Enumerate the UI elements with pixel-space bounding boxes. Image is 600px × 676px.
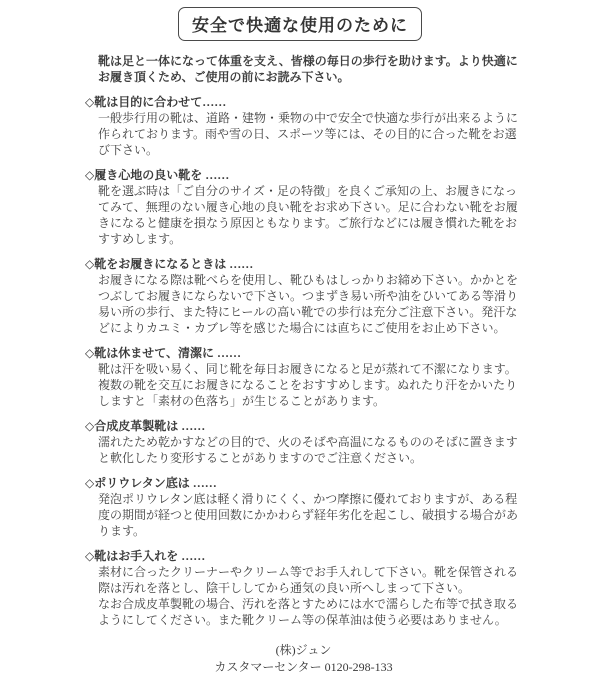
section-body-paragraph: 一般歩行用の靴は、道路・建物・乗物の中で安全で快適な歩行が出来るように作られております。雨や雪の日、スポーツ等には、その目的に合った靴をお選び下さい。 xyxy=(98,111,519,157)
section-body-paragraph: 発泡ポリウレタン底は軽く滑りにくく、かつ摩擦に優れておりますが、ある程度の期間が経つと使用回数にかかわらず経年劣化を起こし、破損する場合があります。 xyxy=(98,492,519,538)
intro-paragraph: 靴は足と一体になって体重を支え、皆様の毎日の歩行を助けます。より快適にお履き頂くため、ご使用の前にお読み下さい。 xyxy=(98,54,518,84)
section-body-paragraph: お履きになる際は靴べらを使用し、靴ひもはしっかりお締め下さい。かかとをつぶしてお履きにならないで下さい。つまずき易い所や油をひいてある等滑り易い所の歩行、また特にヒールの高い靴での歩行は充分ご注意下さい。発汗などによりカユミ・カブレ等を感じた場合には直ちにご使用をお止め下さい。 xyxy=(98,273,519,335)
section-heading: ◇ポリウレタン底は …… xyxy=(85,476,217,490)
section-polyurethane-sole xyxy=(85,475,522,539)
section-heading: ◇合成皮革製靴は …… xyxy=(85,419,206,433)
section-heading: ◇靴をお履きになるときは …… xyxy=(85,257,254,271)
section-purpose xyxy=(85,94,522,158)
section-wearing xyxy=(85,256,522,336)
document-body xyxy=(0,53,600,676)
section-heading: ◇靴は休ませて、清潔に …… xyxy=(85,346,241,360)
footer xyxy=(85,642,522,676)
section-body-paragraph: なお合成皮革製靴の場合、汚れを落とすためには水で濡らした布等で拭き取るようにしてください。また靴クリーム等の保革油は使う必要はありません。 xyxy=(98,597,519,627)
section-heading: ◇履き心地の良い靴を …… xyxy=(85,168,230,182)
title-area xyxy=(0,7,600,41)
section-body-paragraph: 素材に合ったクリーナーやクリーム等でお手入れして下さい。靴を保管される際は汚れを落とし、陰干ししてから通気の良い所へしまって下さい。 xyxy=(98,565,519,595)
section-heading: ◇靴はお手入れを …… xyxy=(85,549,206,563)
customer-center-phone: カスタマーセンター 0120-298-133 xyxy=(214,660,393,674)
company-name: (株)ジュン xyxy=(275,643,332,657)
document-title: 安全で快適な使用のために xyxy=(178,7,422,41)
section-comfort xyxy=(85,167,522,247)
section-body-paragraph: 靴は汗を吸い易く、同じ靴を毎日お履きになると足が蒸れて不潔になります。複数の靴を交互にお履きになることをおすすめします。ぬれたり汗をかいたりしますと「素材の色落ち」が生じることがあります。 xyxy=(98,362,518,408)
section-rest-clean xyxy=(85,345,522,409)
section-synthetic-leather xyxy=(85,418,522,466)
section-heading: ◇靴は目的に合わせて…… xyxy=(85,95,227,109)
section-care xyxy=(85,548,522,628)
section-body-paragraph: 靴を選ぶ時は「ご自分のサイズ・足の特徴」を良くご承知の上、お履きになってみて、無理のない履き心地の良い靴をお求め下さい。足に合わない靴をお履きになると健康を損なう原因ともなります。ご旅行などには履き慣れた靴をおすすめします。 xyxy=(98,184,518,246)
section-body-paragraph: 濡れたため乾かすなどの目的で、火のそばや高温になるもののそばに置きますと軟化したり変形することがありますのでご注意ください。 xyxy=(98,435,518,465)
